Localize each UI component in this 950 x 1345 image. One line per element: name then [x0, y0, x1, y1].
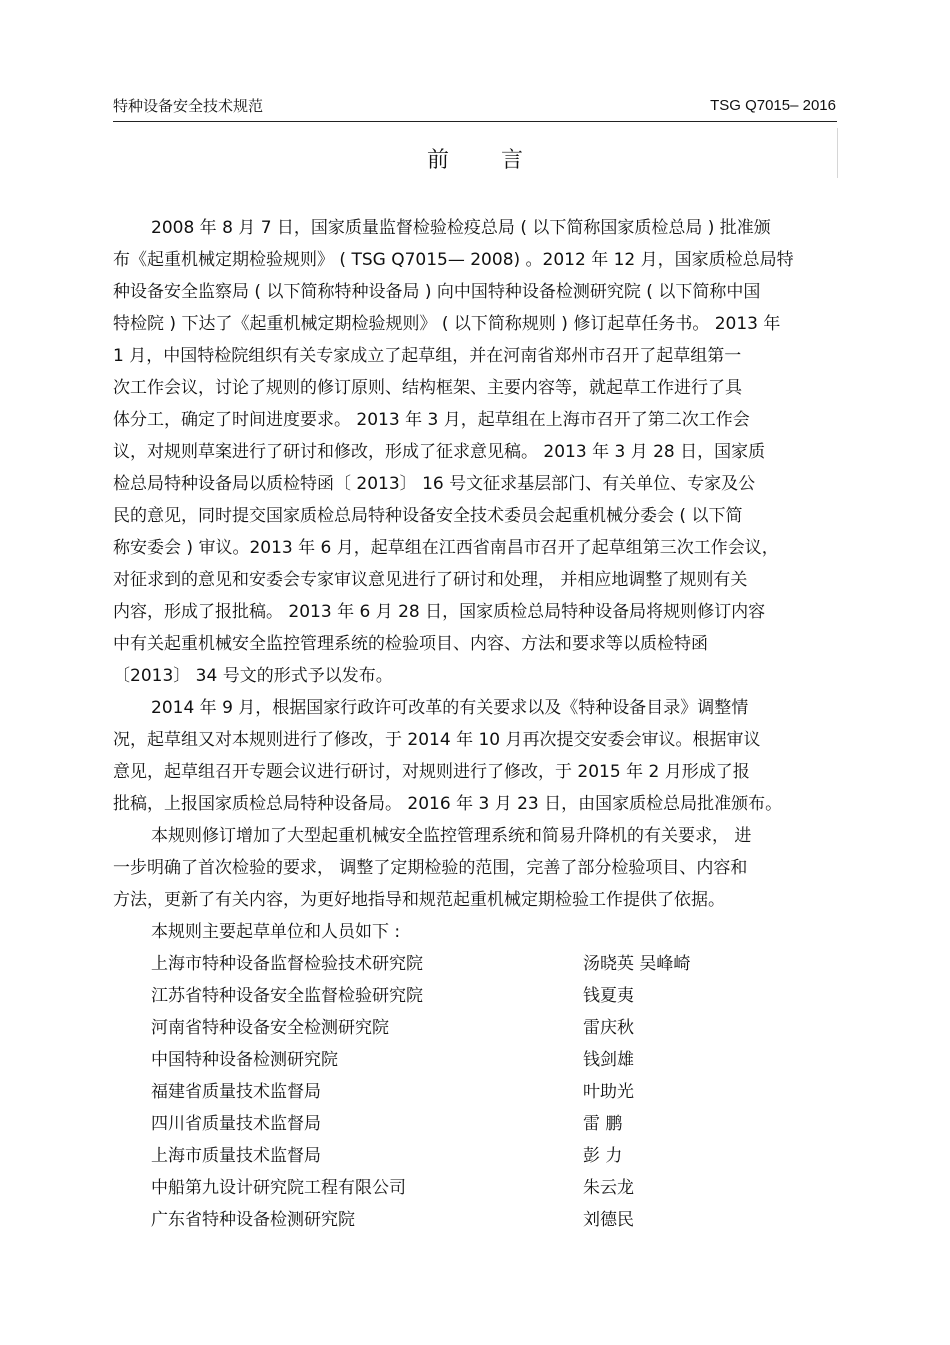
drafter-organization: 江苏省特种设备安全监督检验研究院: [151, 986, 423, 1006]
header-divider: [113, 121, 837, 122]
drafter-names: 叶助光: [583, 1082, 634, 1102]
drafter-names: 汤晓英 吴峰崎: [583, 954, 691, 974]
drafter-organization: 四川省质量技术监督局: [151, 1114, 321, 1134]
drafter-row: [151, 980, 837, 1012]
drafter-row: [151, 1044, 837, 1076]
drafter-names: 朱云龙: [583, 1178, 634, 1198]
text-line: 检总局特种设备局以质检特函〔 2013〕 16 号文征求基层部门、有关单位、专家及公: [113, 474, 756, 494]
drafter-names: 钱夏夷: [583, 986, 634, 1006]
text-line: 1 月，中国特检院组织有关专家成立了起草组，并在河南省郑州市召开了起草组第一: [113, 346, 742, 366]
text-line: 布《起重机械定期检验规则》 ( TSG Q7015— 2008) 。2012 年 12 月，国家质检总局特: [113, 250, 794, 270]
text-line: 本规则主要起草单位和人员如下 :: [151, 922, 401, 942]
text-line: 体分工，确定了时间进度要求。 2013 年 3 月，起草组在上海市召开了第二次工作会: [113, 410, 750, 430]
text-line: 批稿，上报国家质检总局特种设备局。 2016 年 3 月 23 日，由国家质检总局批准颁布。: [113, 794, 783, 814]
drafter-row: [151, 948, 837, 980]
drafter-organization: 上海市质量技术监督局: [151, 1146, 321, 1166]
running-header-left: 特种设备安全技术规范: [113, 97, 264, 115]
drafter-organization: 上海市特种设备监督检验技术研究院: [151, 954, 423, 974]
text-line: 况，起草组又对本规则进行了修改，于 2014 年 10 月再次提交安委会审议。根据审议: [113, 730, 761, 750]
text-line: 中有关起重机械安全监控管理系统的检验项目、内容、方法和要求等以质检特函: [113, 634, 708, 654]
drafter-organization: 广东省特种设备检测研究院: [151, 1210, 355, 1230]
drafter-row: [151, 1172, 837, 1204]
drafter-organization: 中国特种设备检测研究院: [151, 1050, 338, 1070]
running-header-right: TSG Q7015– 2016: [710, 97, 836, 114]
drafter-row: [151, 1012, 837, 1044]
drafter-organization: 中船第九设计研究院工程有限公司: [151, 1178, 406, 1198]
drafter-names: 雷庆秋: [583, 1018, 634, 1038]
drafter-row: [151, 1140, 837, 1172]
text-line: 议，对规则草案进行了研讨和修改，形成了征求意见稿。 2013 年 3 月 28 日，国家质: [113, 442, 766, 462]
text-line: 特检院 ) 下达了《起重机械定期检验规则》 ( 以下简称规则 ) 修订起草任务书。 2013 年: [113, 314, 781, 334]
drafter-names: 刘德民: [583, 1210, 634, 1230]
drafter-names: 钱剑雄: [583, 1050, 634, 1070]
text-line: 2014 年 9 月，根据国家行政许可改革的有关要求以及《特种设备目录》调整情: [151, 698, 749, 718]
text-line: 方法，更新了有关内容，为更好地指导和规范起重机械定期检验工作提供了依据。: [113, 890, 725, 910]
drafter-organization: 福建省质量技术监督局: [151, 1082, 321, 1102]
drafter-row: [151, 1204, 837, 1236]
text-line: 〔2013〕 34 号文的形式予以发布。: [113, 666, 393, 686]
drafter-list: [151, 948, 837, 1236]
text-line: 民的意见，同时提交国家质检总局特种设备安全技术委员会起重机械分委会 ( 以下简: [113, 506, 743, 526]
text-line: 对征求到的意见和安委会专家审议意见进行了研讨和处理， 并相应地调整了规则有关: [113, 570, 748, 590]
text-line: 次工作会议，讨论了规则的修订原则、结构框架、主要内容等，就起草工作进行了具: [113, 378, 742, 398]
text-line: 一步明确了首次检验的要求， 调整了定期检验的范围，完善了部分检验项目、内容和: [113, 858, 748, 878]
drafter-names: 彭 力: [583, 1146, 623, 1166]
preface-body: [113, 212, 837, 948]
text-line: 称安委会 ) 审议。2013 年 6 月，起草组在江西省南昌市召开了起草组第三次工作会议，: [113, 538, 779, 558]
text-line: 意见，起草组召开专题会议进行研讨，对规则进行了修改，于 2015 年 2 月形成了报: [113, 762, 750, 782]
text-line: 2008 年 8 月 7 日，国家质量监督检验检疫总局 ( 以下简称国家质检总局 ) 批准颁: [151, 218, 771, 238]
drafter-row: [151, 1108, 837, 1140]
text-line: 本规则修订增加了大型起重机械安全监控管理系统和简易升降机的有关要求， 进: [151, 826, 752, 846]
page-title: 前言: [426, 148, 575, 173]
text-line: 种设备安全监察局 ( 以下简称特种设备局 ) 向中国特种设备检测研究院 ( 以下简称中国: [113, 282, 761, 302]
drafter-row: [151, 1076, 837, 1108]
drafter-organization: 河南省特种设备安全检测研究院: [151, 1018, 389, 1038]
drafter-names: 雷 鹏: [583, 1114, 623, 1134]
text-line: 内容，形成了报批稿。 2013 年 6 月 28 日，国家质检总局特种设备局将规则修订内容: [113, 602, 766, 622]
